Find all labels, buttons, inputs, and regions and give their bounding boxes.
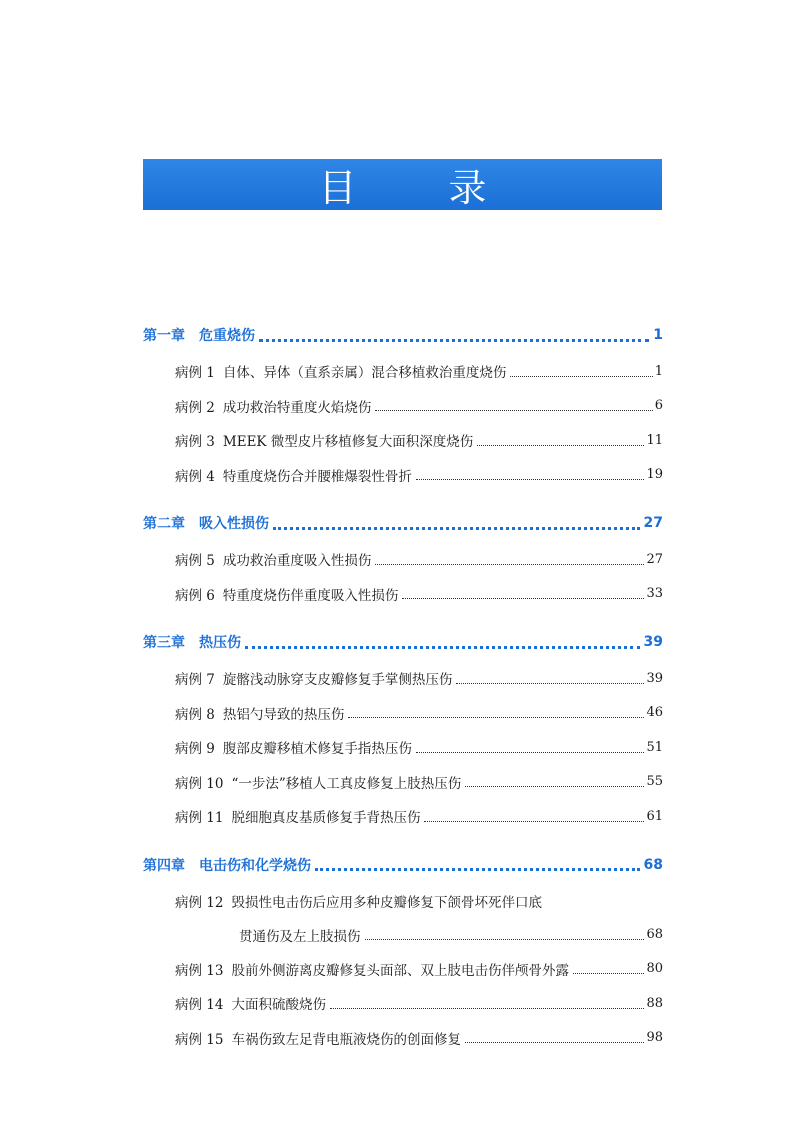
case-label: 病例 6	[175, 587, 215, 604]
case-title: 脱细胞真皮基质修复手背热压伤	[231, 810, 421, 827]
chapter-title: 热压伤	[199, 635, 241, 651]
chapter-title: 吸入性损伤	[199, 516, 269, 532]
dot-leader	[573, 973, 644, 974]
dot-leader	[348, 717, 644, 718]
case-page: 68	[646, 927, 663, 942]
chapter-3-entry[interactable]	[143, 623, 663, 661]
case-title: 成功救治特重度火焰烧伤	[222, 399, 372, 416]
dot-leader	[375, 564, 644, 565]
case-4-entry[interactable]	[143, 458, 663, 493]
page-title: 目 录	[318, 166, 527, 210]
case-page: 6	[654, 398, 663, 414]
case-label: 病例 13	[175, 962, 224, 979]
dot-leader	[259, 339, 649, 342]
chapter-page: 27	[643, 515, 663, 531]
case-label: 病例 11	[175, 810, 224, 827]
table-of-contents	[143, 316, 663, 1055]
case-11-entry[interactable]	[143, 799, 663, 834]
chapter-label: 第二章	[143, 516, 185, 532]
dot-leader	[365, 939, 645, 940]
case-title: 特重度烧伤伴重度吸入性损伤	[222, 587, 399, 604]
dot-leader	[315, 868, 640, 871]
dot-leader	[245, 646, 640, 649]
case-label: 病例 7	[175, 672, 215, 689]
case-14-entry[interactable]	[143, 986, 663, 1021]
chapter-page: 68	[643, 856, 663, 873]
case-page: 55	[646, 774, 663, 790]
dot-leader	[416, 752, 645, 753]
case-title: 成功救治重度吸入性损伤	[222, 553, 372, 570]
dot-leader	[510, 376, 652, 377]
case-13-entry[interactable]	[143, 952, 663, 987]
case-page: 1	[654, 363, 663, 379]
case-page: 98	[646, 1030, 663, 1046]
case-title: 腹部皮瓣移植术修复手指热压伤	[222, 741, 412, 758]
dot-leader	[330, 1008, 644, 1009]
case-title: MEEK 微型皮片移植修复大面积深度烧伤	[222, 434, 474, 451]
case-label: 病例 10	[175, 775, 224, 792]
case-title: 特重度烧伤合并腰椎爆裂性骨折	[222, 468, 412, 485]
dot-leader	[477, 445, 644, 446]
dot-leader	[424, 821, 644, 822]
case-label: 病例 2	[175, 399, 215, 416]
case-page: 46	[646, 705, 663, 721]
case-label: 病例 5	[175, 553, 215, 570]
dot-leader	[375, 410, 652, 411]
chapter-page: 1	[653, 327, 663, 343]
case-page: 61	[646, 808, 663, 824]
case-5-entry[interactable]	[143, 542, 663, 577]
dot-leader	[465, 786, 644, 787]
dot-leader	[273, 527, 640, 530]
chapter-page: 39	[643, 634, 663, 650]
case-page: 80	[646, 961, 663, 977]
case-page: 39	[646, 670, 663, 686]
case-title: 旋髂浅动脉穿支皮瓣修复手掌侧热压伤	[222, 672, 453, 689]
chapter-title: 电击伤和化学烧伤	[199, 857, 311, 874]
case-label: 病例 3	[175, 434, 215, 451]
case-page: 88	[646, 995, 663, 1011]
chapter-label: 第一章	[143, 328, 185, 344]
case-title: 车祸伤致左足背电瓶液烧伤的创面修复	[231, 1031, 461, 1048]
case-label: 病例 8	[175, 706, 215, 723]
chapter-label: 第四章	[143, 857, 185, 874]
case-page: 19	[646, 467, 663, 483]
chapter-4-entry[interactable]	[143, 846, 663, 884]
case-10-entry[interactable]	[143, 765, 663, 800]
case-15-entry[interactable]	[143, 1021, 663, 1056]
case-title: 自体、异体（直系亲属）混合移植救治重度烧伤	[222, 365, 507, 382]
case-1-entry[interactable]	[143, 354, 663, 389]
case-8-entry[interactable]	[143, 696, 663, 731]
case-page: 27	[646, 551, 663, 567]
case-7-entry[interactable]	[143, 661, 663, 696]
title-banner	[143, 159, 662, 210]
case-title: 股前外侧游离皮瓣修复头面部、双上肢电击伤伴颅骨外露	[231, 962, 569, 979]
chapter-title: 危重烧伤	[199, 328, 255, 344]
case-title: 毁损性电击伤后应用多种皮瓣修复下颌骨坏死伴口底	[231, 894, 542, 911]
dot-leader	[465, 1042, 644, 1043]
case-label: 病例 4	[175, 468, 215, 485]
case-3-entry[interactable]	[143, 423, 663, 458]
chapter-2-entry[interactable]	[143, 504, 663, 542]
case-page: 33	[646, 586, 663, 602]
case-label: 病例 15	[175, 1031, 224, 1048]
dot-leader	[456, 683, 644, 684]
case-2-entry[interactable]	[143, 389, 663, 424]
case-label: 病例 1	[175, 365, 215, 382]
case-label: 病例 9	[175, 741, 215, 758]
dot-leader	[416, 479, 645, 480]
chapter-label: 第三章	[143, 635, 185, 651]
case-label: 病例 14	[175, 997, 224, 1014]
case-title-continued: 贯通伤及左上肢损伤	[239, 928, 361, 945]
case-label: 病例 12	[175, 894, 224, 911]
case-12-entry[interactable]	[143, 884, 663, 952]
case-page: 11	[646, 432, 663, 448]
dot-leader	[402, 598, 644, 599]
case-9-entry[interactable]	[143, 730, 663, 765]
case-title: 热铝勺导致的热压伤	[222, 706, 345, 723]
case-6-entry[interactable]	[143, 577, 663, 612]
chapter-1-entry[interactable]	[143, 316, 663, 354]
case-title: 大面积硫酸烧伤	[231, 997, 326, 1014]
case-title: “一步法”移植人工真皮修复上肢热压伤	[231, 775, 462, 792]
case-page: 51	[646, 739, 663, 755]
